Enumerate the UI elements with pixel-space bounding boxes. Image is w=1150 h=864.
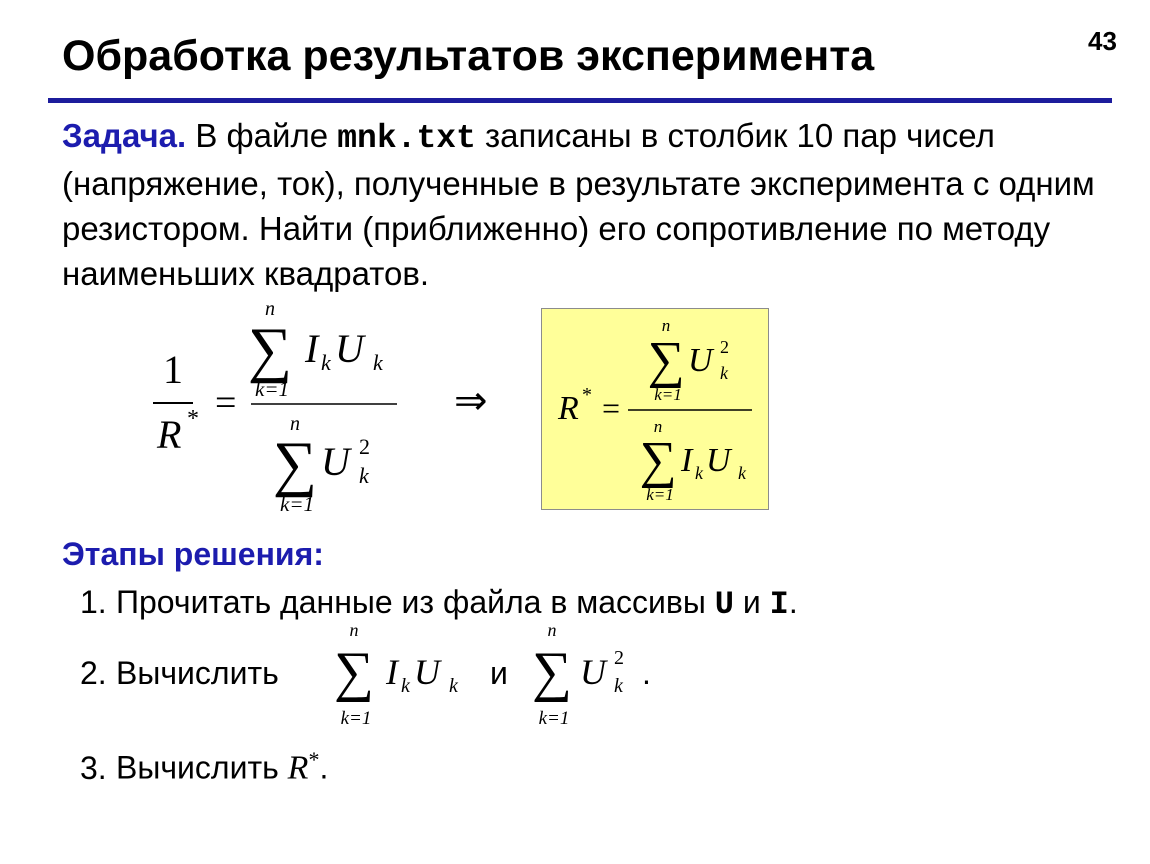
- box-equals: =: [602, 390, 621, 426]
- box-num-U-sup-2: 2: [720, 337, 729, 357]
- step-3: [80, 747, 328, 788]
- task-filename: mnk.txt: [337, 120, 476, 157]
- box-R: R: [558, 390, 579, 427]
- den-U-sup-2: 2: [359, 434, 370, 459]
- box-num-sigma: ∑: [647, 332, 685, 389]
- s2-b-U-sup-2: 2: [614, 647, 624, 669]
- formula-left: [145, 298, 415, 523]
- box-den-I: I: [681, 442, 693, 479]
- s2-b-U-sub-k: k: [614, 675, 623, 697]
- num-I-sub-k: k: [321, 350, 331, 375]
- box-num-upper-n: n: [661, 316, 671, 335]
- num-upper-n: n: [265, 298, 275, 320]
- task-label: Задача.: [62, 117, 187, 154]
- box-num-lower-k1: k=1: [654, 385, 682, 404]
- formula-right: [542, 309, 768, 509]
- task-text-a: В файле: [186, 117, 338, 154]
- left-equals: =: [215, 382, 237, 424]
- s2-b-U: U: [580, 652, 606, 692]
- fraction-one: 1: [163, 347, 183, 392]
- step-1-var-u: U: [714, 586, 734, 623]
- step-2-formulas: [318, 618, 658, 733]
- s2-a-upper-n: n: [349, 620, 359, 640]
- box-den-upper-n: n: [653, 417, 663, 436]
- s2-and: и: [490, 655, 508, 691]
- task-paragraph: [62, 113, 1102, 296]
- step-1-var-i: I: [769, 586, 789, 623]
- num-lower-k1: k=1: [255, 377, 289, 401]
- stages-heading: Этапы решения:: [62, 536, 324, 572]
- step-2: [80, 655, 279, 692]
- step-3-end: .: [319, 749, 329, 786]
- result-formula-box: [541, 308, 769, 510]
- den-sigma: ∑: [272, 430, 318, 498]
- title-divider: [48, 98, 1112, 103]
- step-1-number: 1.: [80, 584, 107, 620]
- den-upper-n: n: [290, 413, 300, 435]
- s2-a-sigma: ∑: [334, 641, 374, 703]
- num-U-sub-k: k: [373, 350, 383, 375]
- s2-b-lower-k1: k=1: [538, 708, 570, 729]
- box-den-lower-k1: k=1: [646, 485, 674, 504]
- s2-a-I-sub-k: k: [401, 675, 410, 697]
- s2-a-I: I: [386, 652, 398, 692]
- s2-a-lower-k1: k=1: [340, 708, 372, 729]
- left-R: R: [157, 412, 182, 457]
- den-lower-k1: k=1: [280, 492, 314, 516]
- s2-a-U-sub-k: k: [449, 675, 458, 697]
- step-3-text: Вычислить: [116, 749, 288, 786]
- den-U-sub-k: k: [359, 463, 369, 488]
- step-1-and: и: [734, 584, 770, 620]
- s2-end: .: [642, 655, 651, 691]
- left-R-star: *: [187, 406, 199, 432]
- step-1-text: Прочитать данные из файла в массивы: [116, 584, 715, 620]
- step-2-text: Вычислить: [116, 655, 279, 691]
- task-text-b: записаны в столбик 10 пар чисел (напряжение, ток), полученные в результате эксперимента с одним резистором. Найти (приближенно) его сопротивление по методу наименьших квадратов.: [62, 117, 1095, 292]
- step-2-number: 2.: [80, 655, 107, 691]
- num-U: U: [335, 326, 364, 371]
- box-den-sigma: ∑: [639, 432, 677, 489]
- den-U: U: [321, 439, 350, 484]
- s2-a-U: U: [414, 652, 440, 692]
- num-I: I: [305, 326, 319, 371]
- step-3-R: R: [287, 749, 309, 787]
- s2-b-sigma: ∑: [532, 641, 572, 703]
- slide-number: 43: [1088, 26, 1117, 56]
- s2-b-upper-n: n: [547, 620, 557, 640]
- step-3-number: 3.: [80, 749, 107, 786]
- box-den-I-sub-k: k: [695, 463, 703, 483]
- implies-arrow: ⇒: [454, 378, 488, 424]
- box-den-U: U: [706, 442, 731, 479]
- step-1-end: .: [788, 584, 798, 620]
- num-sigma: ∑: [247, 316, 293, 384]
- page-title: Обработка результатов эксперимента: [62, 32, 875, 80]
- step-3-R-star: *: [308, 747, 320, 772]
- box-num-U: U: [688, 342, 713, 379]
- box-den-U-sub-k: k: [738, 463, 746, 483]
- box-num-U-sub-k: k: [720, 363, 728, 383]
- box-R-star: *: [582, 384, 592, 406]
